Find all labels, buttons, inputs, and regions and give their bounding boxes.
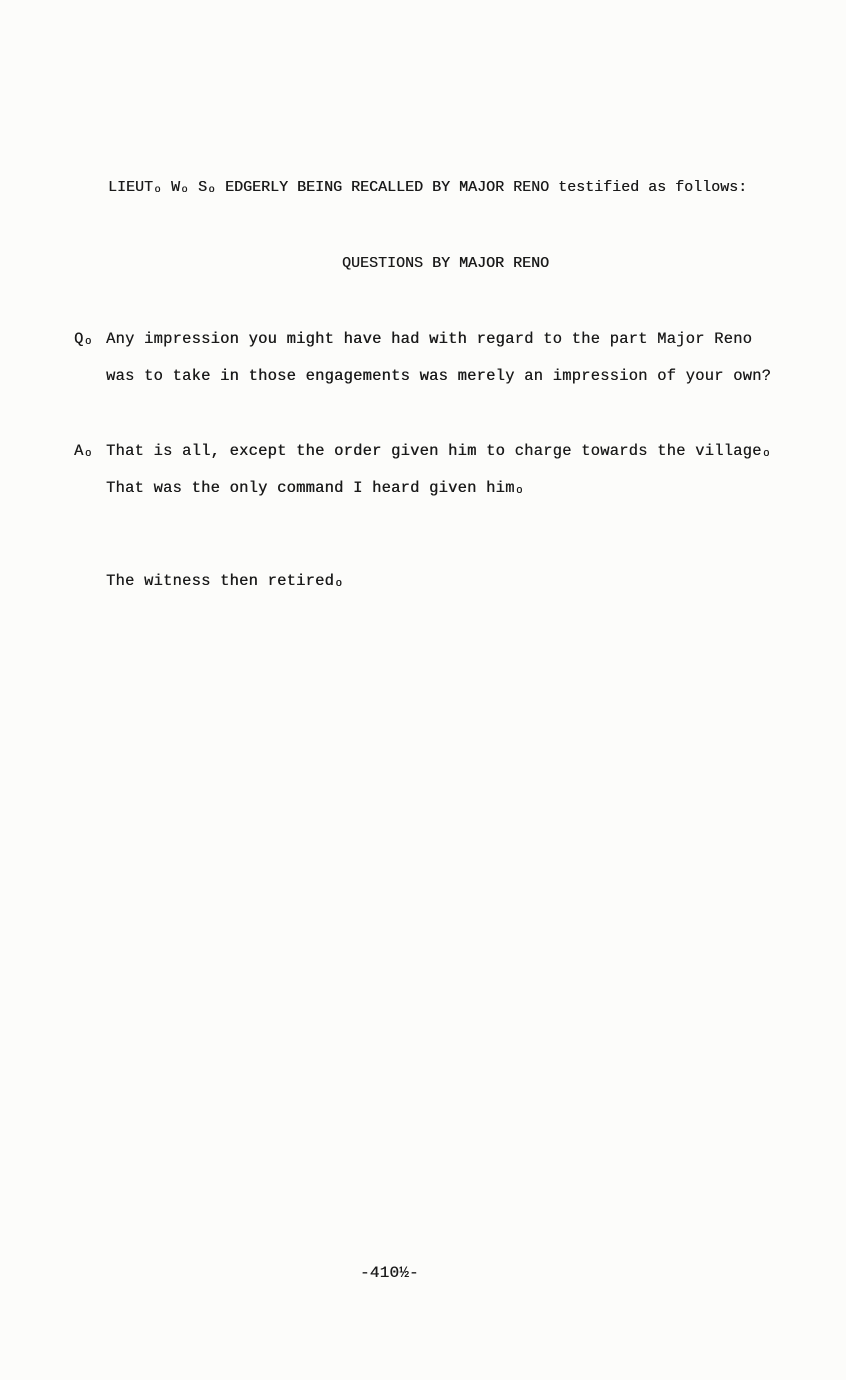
question-marker: Qₒ	[74, 330, 94, 348]
page-number: -410½-	[360, 1264, 419, 1282]
closing-statement: The witness then retiredₒ	[106, 572, 344, 590]
questions-subheading: QUESTIONS BY MAJOR RENO	[342, 255, 550, 272]
testimony-heading: LIEUTₒ Wₒ Sₒ EDGERLY BEING RECALLED BY MAJOR RENO testified as follows:	[108, 179, 748, 196]
answer-marker: Aₒ	[74, 442, 94, 460]
answer-line-1: That is all, except the order given him to charge towards the villageₒ	[106, 442, 772, 460]
question-line-1: Any impression you might have had with regard to the part Major Reno	[106, 330, 753, 348]
answer-line-2: That was the only command I heard given himₒ	[106, 479, 525, 497]
question-line-2: was to take in those engagements was merely an impression of your own?	[106, 367, 772, 385]
